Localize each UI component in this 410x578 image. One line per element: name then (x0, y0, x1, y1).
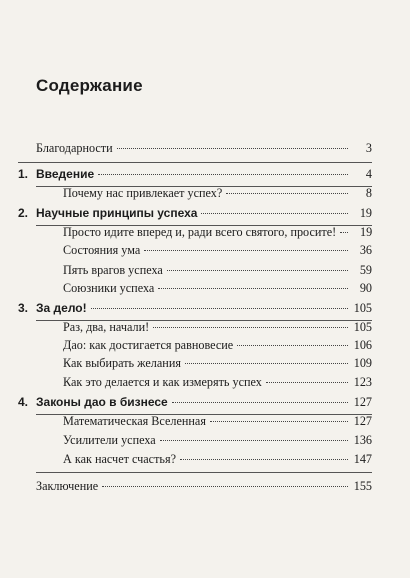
dot-leader (158, 288, 348, 289)
dot-leader (172, 402, 348, 403)
toc-entry (0, 222, 410, 242)
toc-entry-page: 109 (353, 356, 372, 370)
toc-entry-title: Благодарности (36, 141, 113, 155)
dot-leader (201, 213, 348, 214)
dot-leader (144, 250, 348, 251)
toc-entry-page: 4 (365, 167, 372, 181)
toc-entry-page: 105 (353, 301, 372, 315)
toc-entry-title: Математическая Вселенная (63, 414, 206, 428)
divider (36, 472, 372, 473)
toc-entry-title: Научные принципы успеха (36, 206, 198, 220)
dot-leader (153, 327, 348, 328)
toc-chapter (0, 392, 410, 412)
toc-entry-title: Заключение (36, 479, 99, 493)
toc-entry-title: Состояния ума (63, 243, 141, 257)
toc-chapter (0, 164, 410, 184)
toc-entry (0, 335, 410, 355)
chapter-number: 2. (18, 206, 29, 220)
toc-entry (0, 240, 410, 260)
toc-entry-page: 19 (360, 225, 373, 239)
toc-entry (0, 411, 410, 431)
toc-entry-title: Законы дао в бизнесе (36, 395, 168, 409)
dot-leader (180, 459, 348, 460)
dot-leader (160, 440, 348, 441)
toc-chapter (0, 203, 410, 223)
toc-entry-title: Пять врагов успеха (63, 263, 163, 277)
toc-entry (0, 138, 410, 158)
dot-leader (226, 193, 348, 194)
toc-entry-title: Введение (36, 167, 95, 181)
toc-entry-page: 36 (359, 243, 372, 257)
toc-entry (0, 476, 410, 496)
toc-entry-title: Усилители успеха (63, 433, 156, 447)
toc-entry-page: 8 (365, 186, 372, 200)
toc-entry-title: Как выбирать желания (63, 356, 181, 370)
toc-entry-page: 127 (353, 414, 372, 428)
dot-leader (117, 148, 348, 149)
toc-entry-page: 127 (353, 395, 372, 409)
chapter-number: 3. (18, 301, 29, 315)
dot-leader (185, 363, 348, 364)
chapter-number: 1. (18, 167, 29, 181)
dot-leader (210, 421, 348, 422)
toc-entry (0, 449, 410, 469)
dot-leader (167, 270, 348, 271)
toc-entry-title: За дело! (36, 301, 87, 315)
toc-entry-page: 3 (365, 141, 372, 155)
dot-leader (237, 345, 348, 346)
toc-entry (0, 430, 410, 450)
toc-entry-title: Почему нас привлекает успех? (63, 186, 223, 200)
toc-entry-page: 123 (353, 375, 372, 389)
dot-leader (91, 308, 348, 309)
dot-leader (266, 382, 348, 383)
toc-entry-title: Просто идите вперед и, ради всего святого, просите! (63, 225, 337, 239)
toc-entry-page: 90 (359, 281, 372, 295)
toc-entry-title: Дао: как достигается равновесие (63, 338, 234, 352)
toc-entry-title: А как насчет счастья? (63, 452, 176, 466)
toc-entry (0, 183, 410, 203)
toc-entry-page: 147 (353, 452, 372, 466)
page-title: Содержание (36, 76, 143, 95)
toc-entry-page: 106 (353, 338, 372, 352)
dot-leader (340, 232, 348, 233)
toc-entry-page: 105 (353, 320, 372, 334)
toc-entry-page: 136 (353, 433, 372, 447)
toc-entry-title: Раз, два, начали! (63, 320, 150, 334)
toc-entry-title: Союзники успеха (63, 281, 155, 295)
dot-leader (102, 486, 348, 487)
toc-entry (0, 278, 410, 298)
dot-leader (98, 174, 348, 175)
toc-entry-page: 59 (359, 263, 372, 277)
toc-entry-title: Как это делается и как измерять успех (63, 375, 262, 389)
divider (18, 162, 372, 163)
toc-chapter (0, 298, 410, 318)
toc-entry (0, 353, 410, 373)
chapter-number: 4. (18, 395, 29, 409)
toc-entry-page: 19 (359, 206, 372, 220)
toc-entry (0, 372, 410, 392)
toc-entry (0, 260, 410, 280)
toc-entry (0, 317, 410, 337)
toc-entry-page: 155 (353, 479, 372, 493)
